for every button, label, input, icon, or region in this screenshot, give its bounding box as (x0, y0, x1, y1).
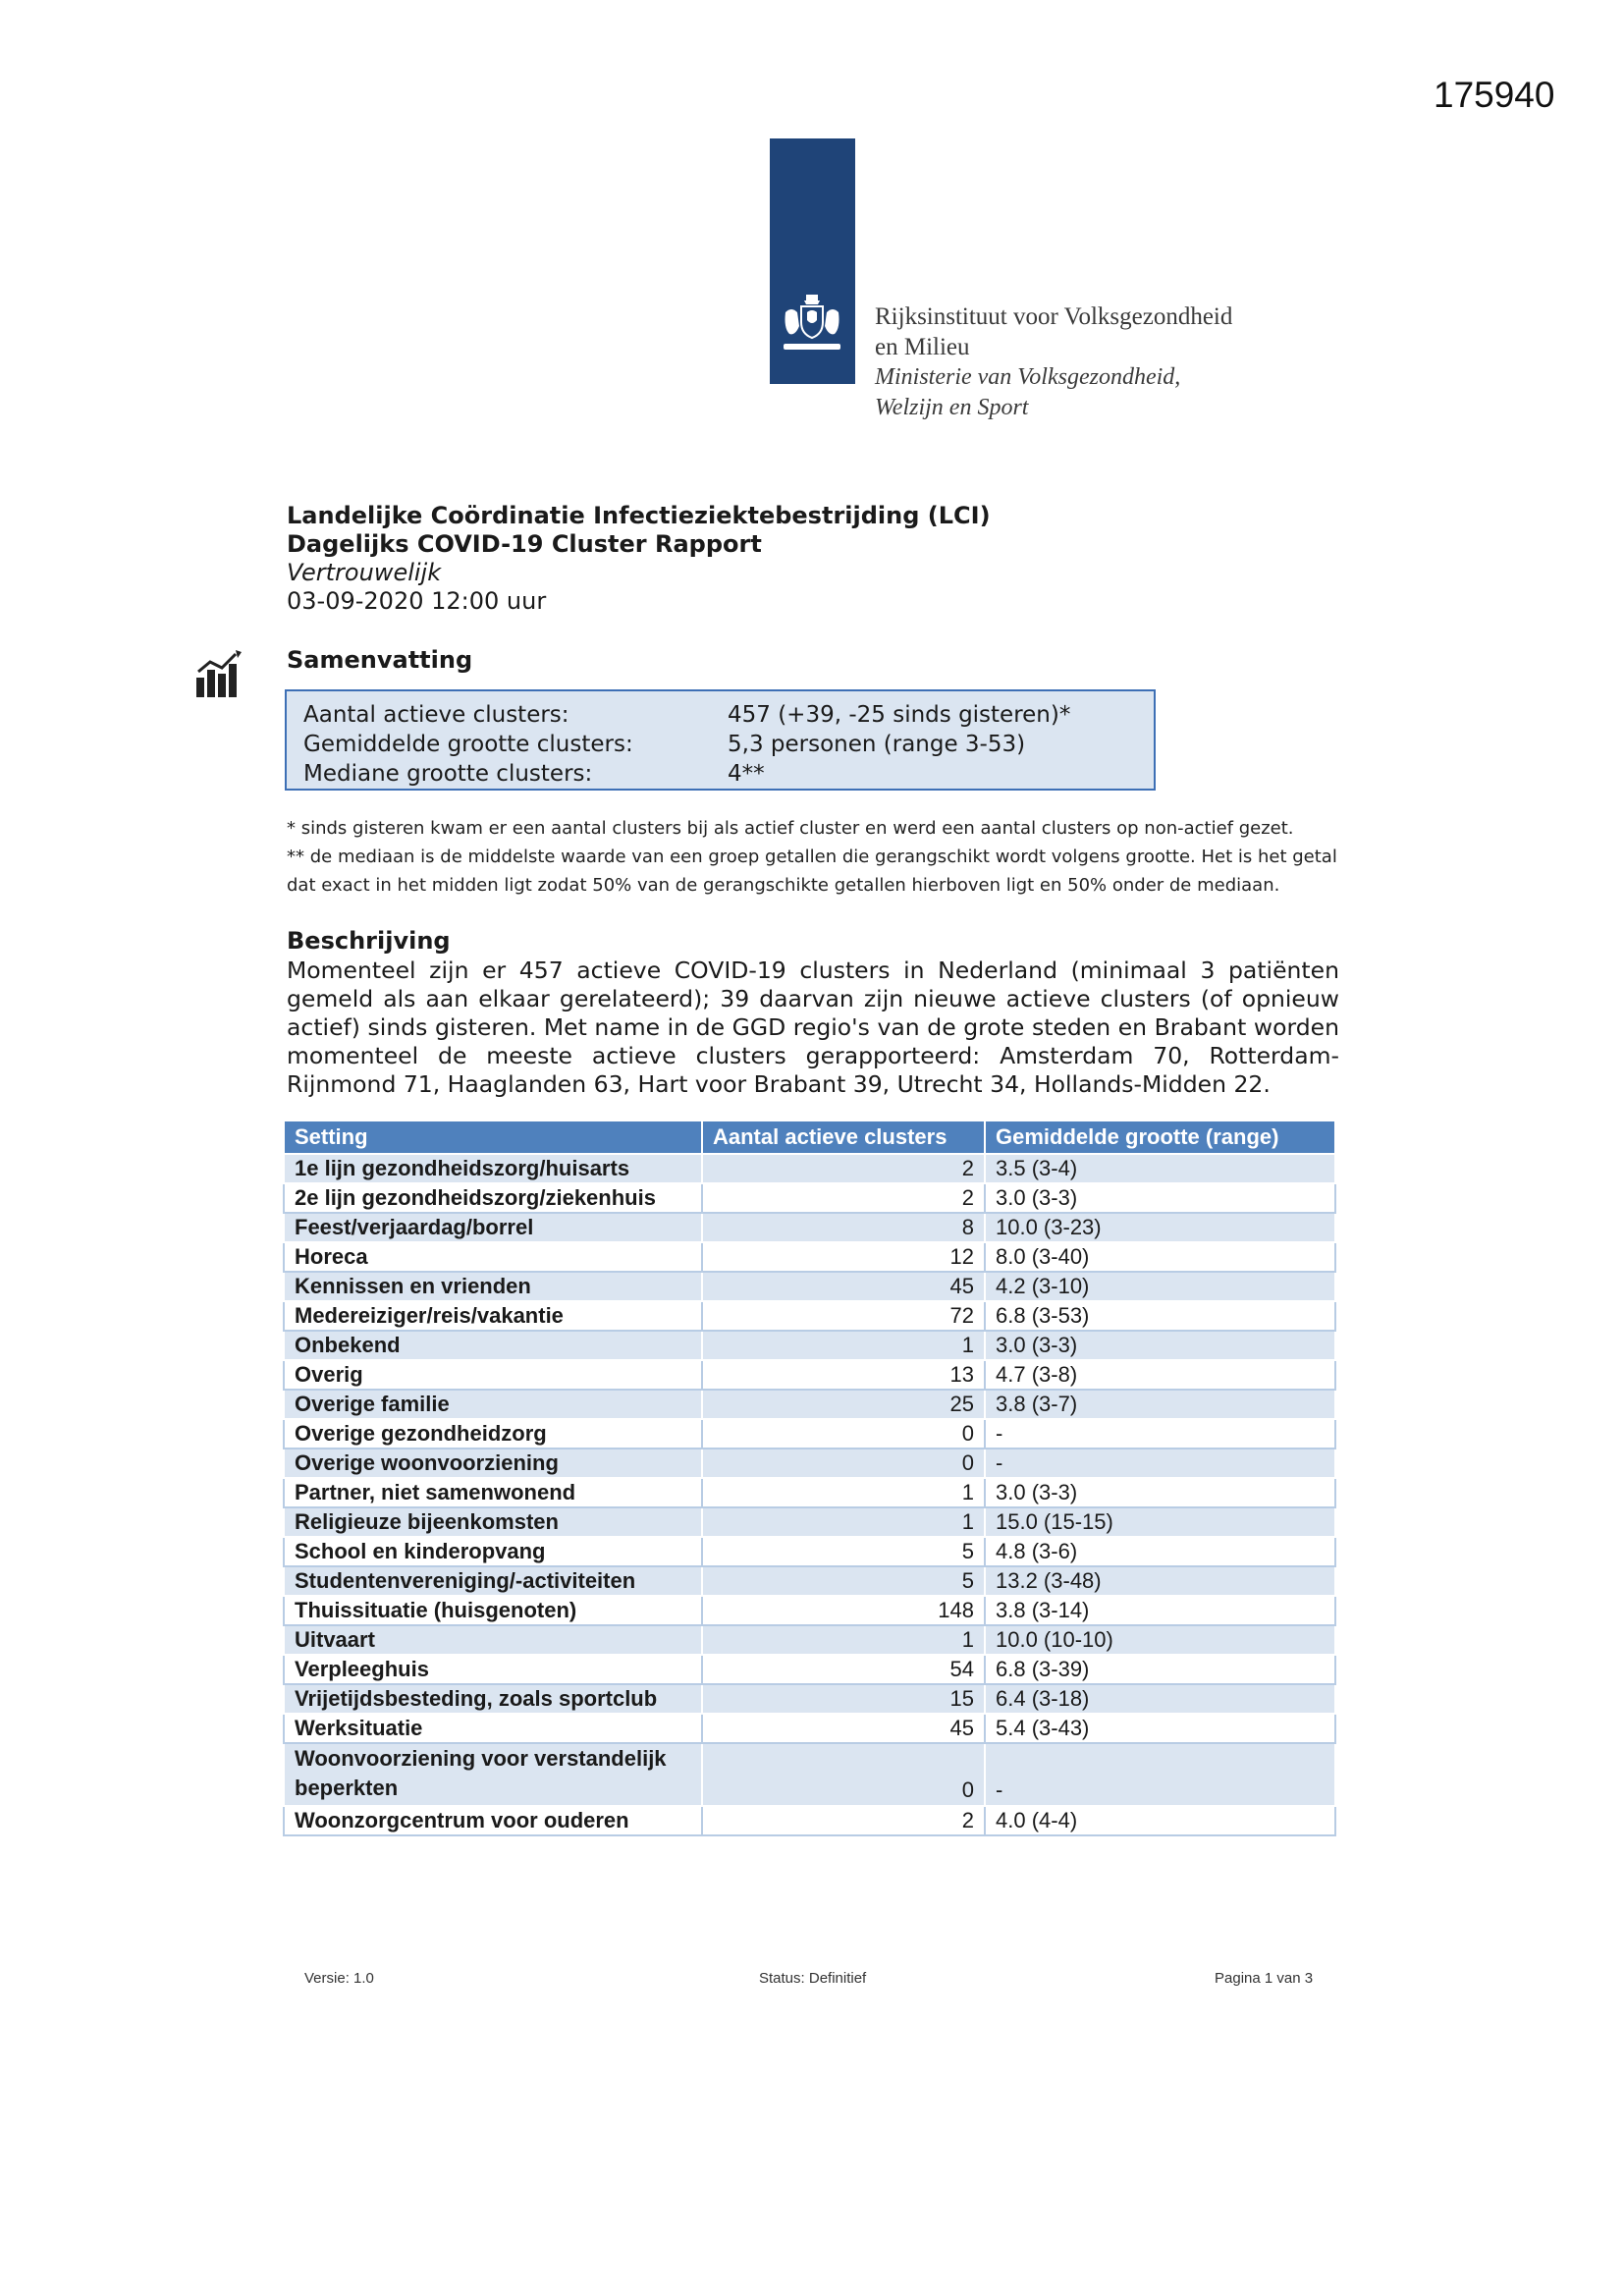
footer-page: Pagina 1 van 3 (1215, 1970, 1314, 1987)
col-header-count: Aantal actieve clusters (702, 1121, 985, 1154)
count-cell: 2 (702, 1154, 985, 1183)
table-row (284, 1183, 1335, 1213)
table-row (284, 1360, 1335, 1390)
bar-chart-icon (194, 648, 245, 699)
size-cell: 3.0 (3-3) (985, 1331, 1335, 1360)
count-cell: 45 (702, 1272, 985, 1301)
table-row (284, 1714, 1335, 1743)
setting-cell: Woonzorgcentrum voor ouderen (284, 1806, 702, 1835)
table-row (284, 1655, 1335, 1684)
table-header-row (284, 1121, 1335, 1154)
ministry-line-1: Ministerie van Volksgezondheid, (875, 364, 1181, 390)
footnote-1: * sinds gisteren kwam er een aantal clusters bij als actief cluster en werd een aantal clusters op non-actief gezet. (287, 818, 1294, 839)
cluster-table (283, 1120, 1336, 1836)
size-cell: 3.8 (3-7) (985, 1390, 1335, 1419)
description-text: Momenteel zijn er 457 actieve COVID-19 clusters in Nederland (minimaal 3 patiënten gemeld als aan elkaar gerelateerd); 39 daarvan zijn nieuwe actieve clusters (of opnieuw actief) sinds gisteren. Met name in de GGD regio's van de grote steden en Brabant worden momenteel de meeste actieve clusters gerapporteerd: Amsterdam 70, Rotterdam-Rijnmond 71, Haaglanden 63, Hart voor Brabant 39, Utrecht 34, Hollands-Midden 22. (287, 957, 1339, 1098)
table-row (284, 1625, 1335, 1655)
org-line-2: en Milieu (875, 334, 970, 360)
size-cell: 8.0 (3-40) (985, 1242, 1335, 1272)
table-row (284, 1566, 1335, 1596)
footer-status: Status: Definitief (759, 1970, 867, 1987)
count-cell: 148 (702, 1596, 985, 1625)
summary-value-active: 457 (+39, -25 sinds gisteren)* (728, 702, 1071, 728)
col-header-setting: Setting (284, 1121, 702, 1154)
size-cell: 3.5 (3-4) (985, 1154, 1335, 1183)
size-cell: 3.8 (3-14) (985, 1596, 1335, 1625)
setting-cell: Religieuze bijeenkomsten (284, 1507, 702, 1537)
size-cell: 5.4 (3-43) (985, 1714, 1335, 1743)
size-cell: 6.8 (3-39) (985, 1655, 1335, 1684)
count-cell: 1 (702, 1331, 985, 1360)
summary-label-active: Aantal actieve clusters: (303, 702, 569, 728)
setting-cell: Overige woonvoorziening (284, 1449, 702, 1478)
report-header (287, 502, 991, 616)
table-row (284, 1154, 1335, 1183)
size-cell: 6.4 (3-18) (985, 1684, 1335, 1714)
summary-label-mean: Gemiddelde grootte clusters: (303, 732, 633, 757)
setting-cell: 2e lijn gezondheidszorg/ziekenhuis (284, 1183, 702, 1213)
setting-cell: Woonvoorziening voor verstandelijk beperkten (284, 1743, 702, 1806)
org-line-1: Rijksinstituut voor Volksgezondheid (875, 303, 1233, 330)
col-header-size: Gemiddelde grootte (range) (985, 1121, 1335, 1154)
setting-cell: Onbekend (284, 1331, 702, 1360)
table-row (284, 1684, 1335, 1714)
table-row (284, 1537, 1335, 1566)
summary-value-mean: 5,3 personen (range 3-53) (728, 732, 1026, 757)
summary-box (285, 689, 1156, 791)
coat-of-arms-icon (778, 291, 846, 359)
setting-cell: Partner, niet samenwonend (284, 1478, 702, 1507)
setting-cell: Studentenvereniging/-activiteiten (284, 1566, 702, 1596)
count-cell: 2 (702, 1806, 985, 1835)
table-row (284, 1478, 1335, 1507)
count-cell: 5 (702, 1537, 985, 1566)
table-row (284, 1331, 1335, 1360)
setting-cell: Kennissen en vrienden (284, 1272, 702, 1301)
size-cell: 10.0 (3-23) (985, 1213, 1335, 1242)
size-cell: 3.0 (3-3) (985, 1183, 1335, 1213)
setting-cell: Verpleeghuis (284, 1655, 702, 1684)
footer-version: Versie: 1.0 (304, 1970, 374, 1987)
count-cell: 1 (702, 1507, 985, 1537)
setting-cell: Thuissituatie (huisgenoten) (284, 1596, 702, 1625)
ministry-line-2: Welzijn en Sport (875, 395, 1029, 420)
table-row (284, 1449, 1335, 1478)
size-cell: 3.0 (3-3) (985, 1478, 1335, 1507)
count-cell: 0 (702, 1449, 985, 1478)
table-row (284, 1507, 1335, 1537)
setting-cell: Overig (284, 1360, 702, 1390)
footnote-2a: ** de mediaan is de middelste waarde van een groep getallen die gerangschikt wordt volgens grootte. Het is het getal (287, 847, 1337, 867)
size-cell: 4.2 (3-10) (985, 1272, 1335, 1301)
table-row (284, 1272, 1335, 1301)
setting-cell: Uitvaart (284, 1625, 702, 1655)
size-cell: - (985, 1449, 1335, 1478)
count-cell: 54 (702, 1655, 985, 1684)
size-cell: 13.2 (3-48) (985, 1566, 1335, 1596)
setting-cell: School en kinderopvang (284, 1537, 702, 1566)
summary-label-median: Mediane grootte clusters: (303, 761, 593, 787)
table-row (284, 1242, 1335, 1272)
setting-cell: Horeca (284, 1242, 702, 1272)
footnote-2b: dat exact in het midden ligt zodat 50% van de gerangschikte getallen hierboven ligt en 50% onder de mediaan. (287, 875, 1280, 896)
table-row (284, 1390, 1335, 1419)
count-cell: 15 (702, 1684, 985, 1714)
summary-heading: Samenvatting (287, 646, 473, 674)
count-cell: 72 (702, 1301, 985, 1331)
table-row (284, 1419, 1335, 1449)
report-datetime: 03-09-2020 12:00 uur (287, 587, 547, 615)
count-cell: 13 (702, 1360, 985, 1390)
description-heading: Beschrijving (287, 927, 451, 955)
size-cell: - (985, 1419, 1335, 1449)
count-cell: 25 (702, 1390, 985, 1419)
classification: Vertrouwelijk (287, 559, 442, 586)
setting-cell: Overige familie (284, 1390, 702, 1419)
size-cell: 4.8 (3-6) (985, 1537, 1335, 1566)
setting-cell: Vrijetijdsbesteding, zoals sportclub (284, 1684, 702, 1714)
setting-cell: Overige gezondheidzorg (284, 1419, 702, 1449)
count-cell: 2 (702, 1183, 985, 1213)
table-row (284, 1596, 1335, 1625)
count-cell: 8 (702, 1213, 985, 1242)
setting-cell: Feest/verjaardag/borrel (284, 1213, 702, 1242)
setting-cell: 1e lijn gezondheidszorg/huisarts (284, 1154, 702, 1183)
size-cell: 4.0 (4-4) (985, 1806, 1335, 1835)
count-cell: 0 (702, 1743, 985, 1806)
count-cell: 5 (702, 1566, 985, 1596)
count-cell: 12 (702, 1242, 985, 1272)
table-row (284, 1743, 1335, 1806)
document-number: 175940 (1434, 75, 1555, 115)
report-title: Landelijke Coördinatie Infectieziektebestrijding (LCI) (287, 502, 991, 529)
organization-name (875, 301, 1232, 423)
report-subtitle: Dagelijks COVID-19 Cluster Rapport (287, 530, 762, 558)
size-cell: - (985, 1743, 1335, 1806)
size-cell: 15.0 (15-15) (985, 1507, 1335, 1537)
count-cell: 45 (702, 1714, 985, 1743)
size-cell: 10.0 (10-10) (985, 1625, 1335, 1655)
table-row (284, 1301, 1335, 1331)
count-cell: 1 (702, 1478, 985, 1507)
count-cell: 0 (702, 1419, 985, 1449)
table-row (284, 1213, 1335, 1242)
setting-cell: Werksituatie (284, 1714, 702, 1743)
size-cell: 6.8 (3-53) (985, 1301, 1335, 1331)
table-row (284, 1806, 1335, 1835)
count-cell: 1 (702, 1625, 985, 1655)
summary-value-median: 4** (728, 761, 765, 787)
setting-cell: Medereiziger/reis/vakantie (284, 1301, 702, 1331)
size-cell: 4.7 (3-8) (985, 1360, 1335, 1390)
